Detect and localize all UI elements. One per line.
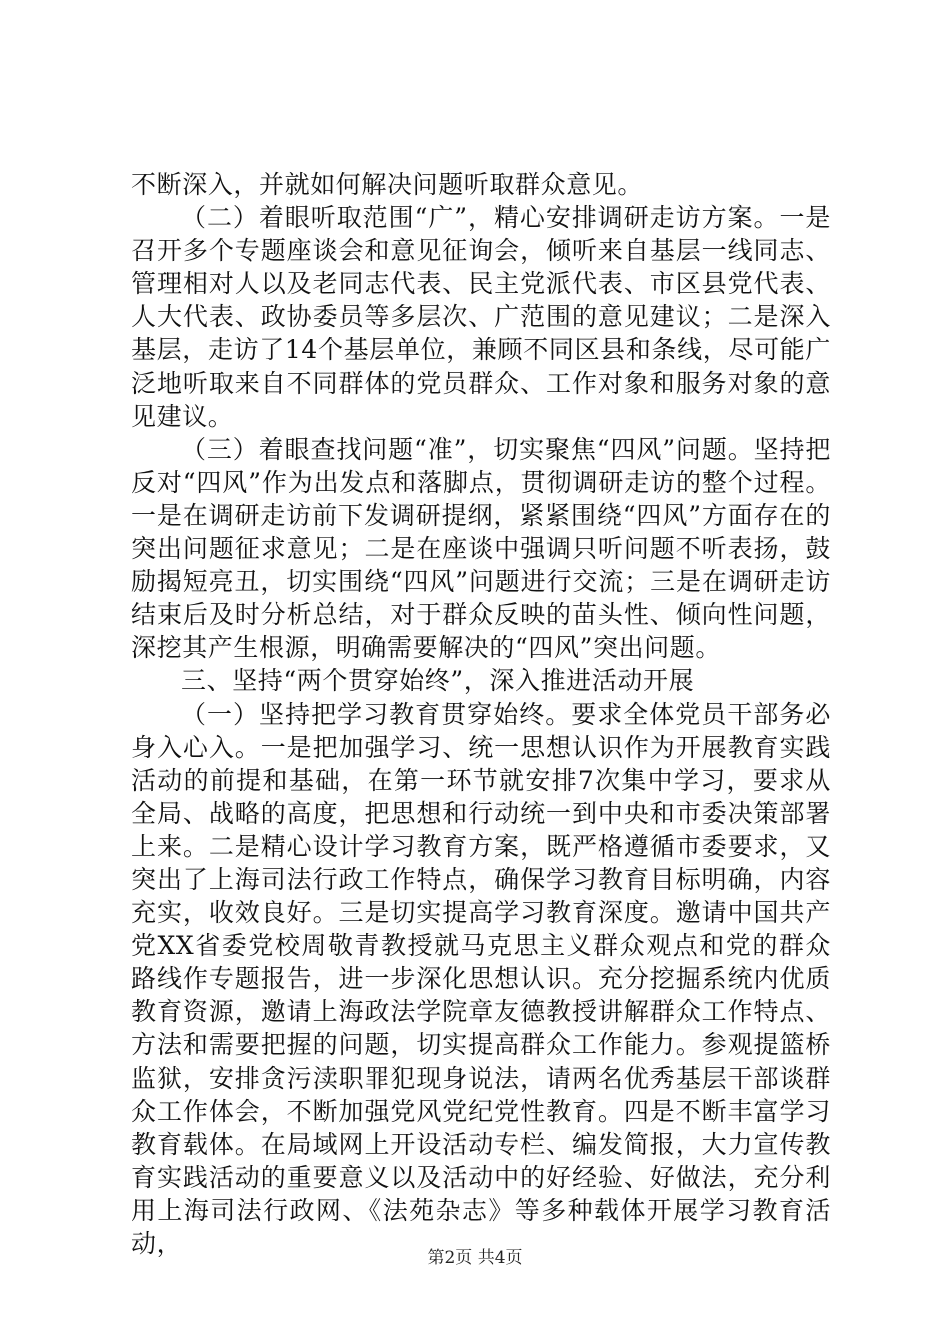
paragraph-section-2-3: （三）着眼查找问题“准”，切实聚焦“四风”问题。坚持把反对“四风”作为出发点和落脚点，贯彻调研走访的整个过程。一是在调研走访前下发调研提纲，紧紧围绕“四风”方面存在的突出问题征求意见；二是在座谈中强调只听问题不听表扬，鼓励揭短亮丑，切实围绕“四风”问题进行交流；三是在调研走访结束后及时分析总结，对于群众反映的苗头性、倾向性问题，深挖其产生根源，明确需要解决的“四风”突出问题。 <box>131 434 831 663</box>
page-number-footer: 第2页 共4页 <box>427 1248 523 1268</box>
paragraph-continuation: 不断深入，并就如何解决问题听取群众意见。 <box>131 170 644 199</box>
paragraph-section-3-1: （一）坚持把学习教育贯穿始终。要求全体党员干部务必身入心入。一是把加强学习、统一思想认识作为开展教育实践活动的前提和基础，在第一环节就安排7次集中学习，要求从全局、战略的高度，把思想和行动统一到中央和市委决策部署上来。二是精心设计学习教育方案，既严格遵循市委要求，又突出了上海司法行政工作特点，确保学习教育目标明确，内容充实，收效良好。三是切实提高学习教育深度。邀请中国共产党XX省委党校周敬青教授就马克思主义群众观点和党的群众路线作专题报告，进一步深化思想认识。充分挖掘系统内优质教育资源，邀请上海政法学院章友德教授讲解群众工作特点、方法和需要把握的问题，切实提高群众工作能力。参观提篮桥监狱，安排贪污渎职罪犯现身说法，请两名优秀基层干部谈群众工作体会，不断加强党风党纪党性教育。四是不断丰富学习教育载体。在局域网上开设活动专栏、编发简报，大力宣传教育实践活动的重要意义以及活动中的好经验、好做法，充分利用上海司法行政网、《法苑杂志》等多种载体开展学习教育活动， <box>131 699 831 1258</box>
paragraph-section-2-2: （二）着眼听取范围“广”，精心安排调研走访方案。一是召开多个专题座谈会和意见征询会，倾听来自基层一线同志、管理相对人以及老同志代表、民主党派代表、市区县党代表、人大代表、政协委员等多层次、广范围的意见建议；二是深入基层，走访了14个基层单位，兼顾不同区县和条线，尽可能广泛地听取来自不同群体的党员群众、工作对象和服务对象的意见建议。 <box>131 203 831 431</box>
document-body <box>131 168 831 1260</box>
section-heading-3: 三、坚持“两个贯穿始终”，深入推进活动开展 <box>181 666 695 696</box>
